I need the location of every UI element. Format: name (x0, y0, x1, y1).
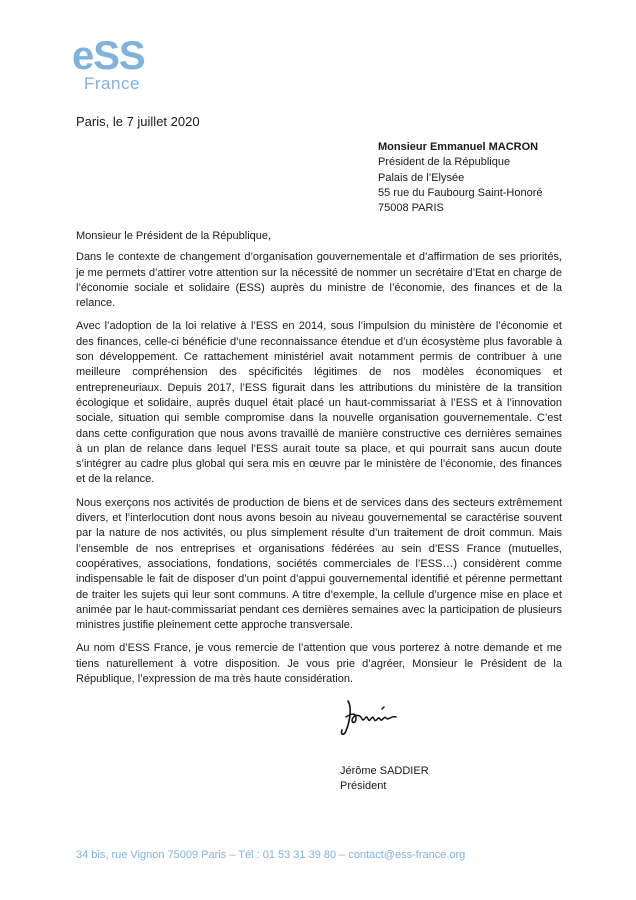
letter-paragraph: Au nom d’ESS France, je vous remercie de l’attention que vous porterez à notre demande et me tiens naturellement à votre disposition. Je vous prie d’agréer, Monsieur le Président de la République, l’expression de ma très haute considération. (76, 642, 562, 686)
recipient-address-block (378, 140, 543, 216)
logo-ess-text: eSS (72, 34, 145, 78)
letter-paragraph: Nous exerçons nos activités de production de biens et de services dans des secteurs extrêmement divers, et l’interlocution dont nous avons besoin au niveau gouvernemental se caractérise souvent par la nature de nos activités, ou plus simplement résulte d’un traitement de droit commun. Mais l’ensemble de nos entreprises et organisations fédérées au sein d’ESS France (mutuelles, coopératives, associations, fondations, sociétés commerciales de l’ESS…) considèrent comme indispensable le fait de disposer d’un point d’appui gouvernemental identifié et pérenne permettant de traiter les sujets qui leur sont communs. A titre d’exemple, la cellule d’urgence mise en place et animée par le haut-commissariat pendant ces dernières semaines avec la participation de plusieurs ministres justifie pleinement cette approche transversale. (76, 496, 562, 632)
recipient-line: 55 rue du Faubourg Saint-Honoré (378, 186, 543, 199)
signer-title: Président (340, 780, 387, 793)
recipient-line: Palais de l’Elysée (378, 171, 465, 184)
salutation: Monsieur le Président de la République, (76, 230, 272, 242)
footer-contact: 34 bis, rue Vignon 75009 Paris – Tél : 01 53 31 39 80 – contact@ess-france.org (76, 849, 466, 861)
recipient-name: Monsieur Emmanuel MACRON (378, 141, 539, 153)
ess-france-logo (72, 34, 145, 98)
letter-body (76, 229, 562, 695)
signer-name: Jérôme SADDIER (340, 765, 429, 777)
letter-paragraph: Dans le contexte de changement d’organisation gouvernementale et d’affirmation de ses priorités, je me permets d’attirer votre attention sur la nécessité de nommer un secrétaire d’Etat en charge de l’économie sociale et solidaire (ESS) auprès du ministre de l’économie, des finances et de la relance. (76, 251, 562, 310)
letter-date: Paris, le 7 juillet 2020 (76, 114, 200, 129)
letter-paragraph: Avec l’adoption de la loi relative à l’ESS en 2014, sous l’impulsion du ministère de l’économie et des finances, celle-ci bénéficie d’une reconnaissance étendue et d’un écosystème plus favorable à son développement. Ce rattachement ministériel avait notamment permis de contribuer à une meilleure compréhension des spécificités légitimes de nos modèles économiques et entrepreneuriaux. Depuis 2017, l’ESS figurait dans les attributions du ministère de la transition écologique et solidaire, auprès duquel était placé un haut-commissariat à l’ESS et à l’innovation sociale, situation qui semble compromise dans la nouvelle organisation gouvernementale. C’est dans cette configuration que nous avons travaillé de manière constructive ces dernières semaines à un plan de relance dans lequel l’ESS aurait toute sa place, et qui pourrait sans aucun doute s’intégrer au cadre plus global qui sera mis en œuvre par le ministère de l’économie, des finances et de la relance. (76, 320, 562, 486)
logo-france-text: France (84, 74, 140, 93)
recipient-line: Président de la République (378, 156, 511, 169)
signer-block (340, 764, 429, 795)
recipient-line: 75008 PARIS (378, 202, 444, 215)
handwritten-signature (338, 695, 410, 739)
